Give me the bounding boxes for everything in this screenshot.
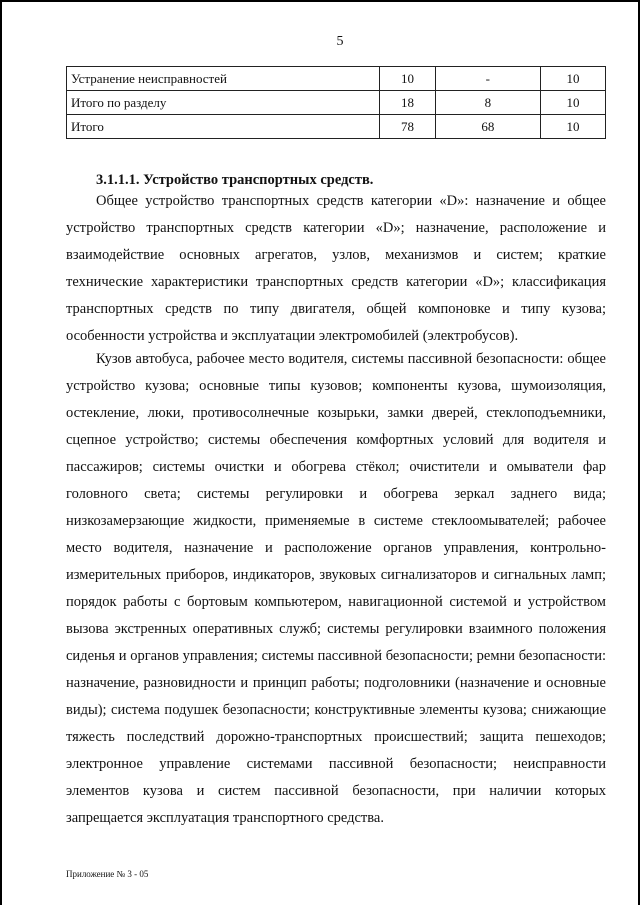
- table-cell-name: Итого: [67, 115, 380, 139]
- table-cell-name: Устранение неисправностей: [67, 67, 380, 91]
- table-cell-total: 78: [380, 115, 435, 139]
- table-cell-practice: 10: [540, 115, 605, 139]
- table-cell-name: Итого по разделу: [67, 91, 380, 115]
- page-number: 5: [336, 34, 344, 49]
- paragraph: [66, 188, 606, 350]
- hours-table: [66, 66, 606, 139]
- scan-border-top: [0, 0, 640, 2]
- paragraph-text: Кузов автобуса, рабочее место водителя, системы пассивной безопасности: общее устройство кузова; основные типы кузовов; компоненты кузова, шумоизоляция, остекление, люки, противосолнечные козырьки, замки дверей, стеклоподъемники, сцепное устройство; системы обеспечения комфортных условий для водителя и пассажиров; системы очистки и обогрева стёкол; очистители и омыватели фар головного света; системы регулировки и обогрева зеркал заднего вида; низкозамерзающие жидкости, применяемые в системе стеклоомывателей; рабочее место водителя, назначение и расположение органов управления, контрольно-измерительных приборов, индикаторов, звуковых сигнализаторов и сигнальных ламп; порядок работы с бортовым компьютером, навигационной системой и устройством вызова экстренных оперативных служб; системы регулировки взаимного положения сиденья и органов управления; системы пассивной безопасности; ремни безопасности: назначение, разновидности и принцип работы; подголовники (назначение и основные виды); система подушек безопасности; конструктивные элементы кузова; снижающие тяжесть последствий дорожно-транспортных происшествий; защита пешеходов; электронное управление системами пассивной безопасности; неисправности элементов кузова и систем пассивной безопасности, при наличии которых запрещается эксплуатация транспортного средства.: [66, 351, 606, 826]
- table-cell-theory: 68: [435, 115, 540, 139]
- table-cell-practice: 10: [540, 67, 605, 91]
- table-cell-total: 18: [380, 91, 435, 115]
- table-cell-theory: 8: [435, 91, 540, 115]
- section-heading: 3.1.1.1. Устройство транспортных средств.: [96, 172, 374, 188]
- paragraph-text: Общее устройство транспортных средств категории «D»: назначение и общее устройство транспортных средств категории «D»; назначение, расположение и взаимодействие основных агрегатов, узлов, механизмов и систем; краткие технические характеристики транспортных средств категории «D»; классификация транспортных средств по типу двигателя, общей компоновке и типу кузова; особенности устройства и эксплуатации электромобилей (электробусов).: [66, 193, 606, 344]
- table-cell-total: 10: [380, 67, 435, 91]
- table-row: [67, 67, 606, 91]
- table-row: [67, 91, 606, 115]
- paragraph: [66, 346, 606, 832]
- page-footer: Приложение № 3 - 05: [66, 869, 149, 879]
- table-row: [67, 115, 606, 139]
- table-cell-theory: -: [435, 67, 540, 91]
- table-cell-practice: 10: [540, 91, 605, 115]
- scan-border-left: [0, 0, 2, 905]
